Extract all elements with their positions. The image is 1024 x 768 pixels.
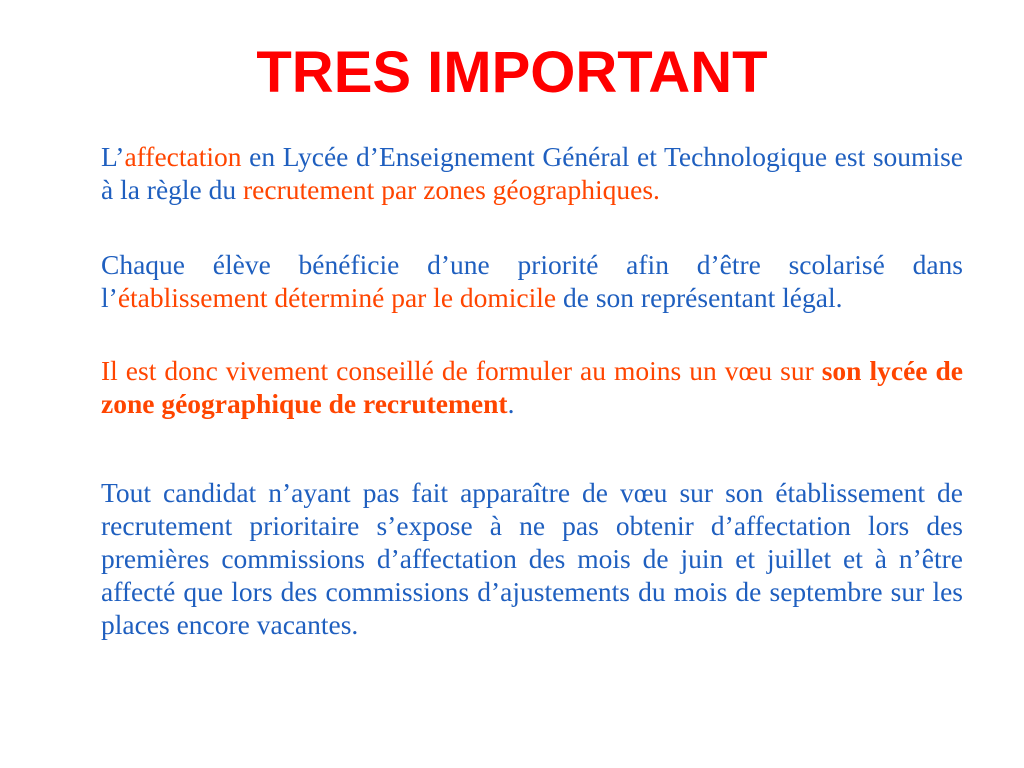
text-segment: en Lycée d’Enseignement Général et Technologique est soumise à la règle du (101, 141, 963, 205)
text-period: . (507, 388, 515, 419)
slide-title: TRES IMPORTANT (256, 40, 768, 105)
paragraph-advice (101, 354, 963, 420)
highlight-affectation: affectation (124, 141, 242, 172)
highlight-recruitment-zones: recrutement par zones géographiques (243, 174, 654, 205)
text-segment: Il est donc vivement conseillé de formuler au moins un vœu sur (101, 355, 822, 386)
paragraph-warning (101, 476, 963, 641)
paragraph-priority (101, 248, 963, 314)
text-period: . (653, 174, 660, 205)
paragraph-affectation-rule (101, 140, 963, 206)
highlight-establishment: établissement déterminé par le domicile (117, 282, 557, 313)
text-segment: Tout candidat n’ayant pas fait apparaître de vœu sur son établissement de recrutement prioritaire s’expose à ne pas obtenir d’affectation lors des premières commissions d’affectation des mois de juin et juillet et à n’être affecté que lors des commissions d’ajustements du mois de septembre sur les places encore vacantes. (101, 477, 963, 640)
highlight-zone-lycee: son lycée de zone géographique de recrutement (101, 355, 963, 419)
text-segment: de son représentant légal. (556, 282, 843, 313)
text-segment: L’ (101, 141, 125, 172)
text-segment: Chaque élève bénéficie d’une priorité afin d’être scolarisé dans l’ (101, 249, 963, 313)
